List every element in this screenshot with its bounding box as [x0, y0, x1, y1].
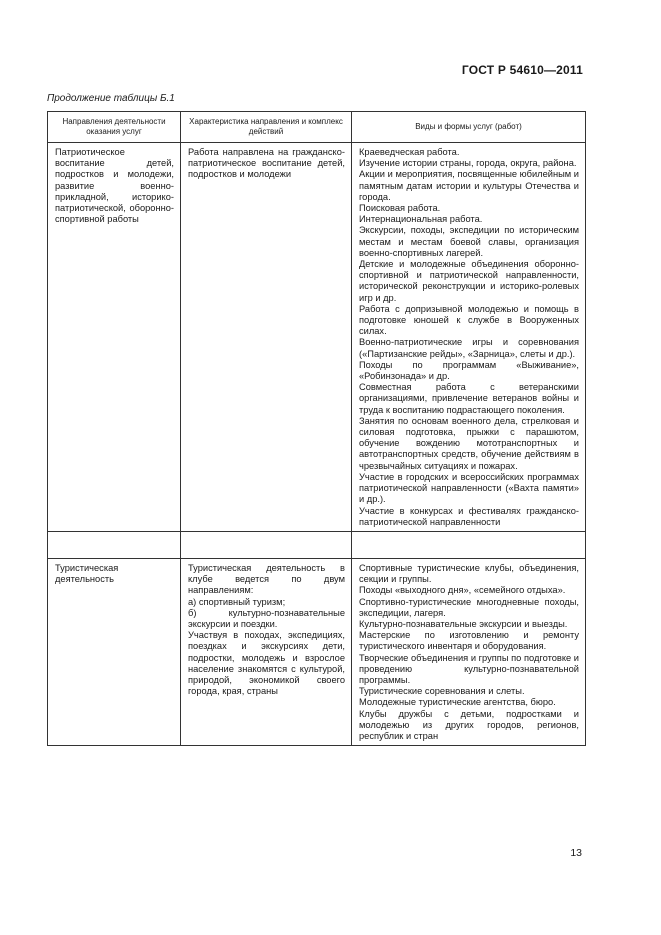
cell-direction	[48, 558, 181, 745]
service-item: Краеведческая работа.	[359, 147, 460, 157]
cell-characteristic	[181, 143, 352, 532]
characteristic-line: Работа направлена на гражданско-патриотическое воспитание детей, подростков и молодежи	[188, 147, 345, 180]
service-item: Акции и мероприятия, посвященные юбилейным и памятным датам истории и культуры Отечества и города.	[359, 169, 579, 202]
service-item: Мастерские по изготовлению и ремонту туристического инвентаря и оборудования.	[359, 630, 579, 652]
service-item: Занятия по основам военного дела, стрелковая и силовая подготовка, прыжки с парашютом, обучение вождению мототранспортных и автотранспортных средств, обучение действиям в чрезвычайных ситуациях и пожарах.	[359, 415, 579, 471]
service-item: Совместная работа с ветеранскими организациями, привлечение ветеранов войны и труда к воспитанию подрастающего поколения.	[359, 382, 579, 415]
direction-text: Патриотическое воспитание детей, подростков и молодежи, развитие военно-прикладной, историко-патриотической, оборонно-спортивной работы	[55, 147, 174, 225]
service-item: Экскурсии, походы, экспедиции по историческим местам и местам боевой славы, организация военно-спортивных лагерей.	[359, 225, 579, 258]
service-item: Изучение истории страны, города, округа, района.	[359, 158, 577, 169]
header-characteristic: Характеристика направления и комплекс действий	[181, 112, 352, 143]
spacer-cell	[48, 531, 181, 558]
cell-services	[352, 558, 586, 745]
service-item: Молодежные туристические агентства, бюро.	[359, 697, 556, 708]
table-spacer-row	[48, 531, 586, 558]
spacer-cell	[181, 531, 352, 558]
services-table	[47, 111, 586, 746]
service-item: Участие в городских и всероссийских программах патриотической направленности («Вахта памяти» и др.).	[359, 471, 579, 505]
spacer-cell	[352, 531, 586, 558]
cell-characteristic	[181, 558, 352, 745]
table-header-row	[48, 112, 586, 143]
cell-direction	[48, 143, 181, 532]
header-services: Виды и формы услуг (работ)	[352, 112, 586, 143]
table-row-tourism	[48, 558, 586, 745]
service-item: Спортивно-туристические многодневные походы, экспедиции, лагеря.	[359, 596, 579, 618]
service-item: Работа с допризывной молодежью и помощь в подготовке юношей к службе в Вооруженных силах.	[359, 303, 579, 337]
table-caption: Продолжение таблицы Б.1	[47, 93, 175, 104]
service-item: Туристические соревнования и слеты.	[359, 686, 525, 697]
page-number: 13	[570, 847, 582, 859]
characteristic-line: Туристическая деятельность в клубе ведется по двум направлениям:	[188, 562, 345, 596]
service-item: Клубы дружбы с детьми, подростками и молодежью из других городов, регионов, республик и стран	[359, 708, 579, 741]
service-item: Военно-патриотические игры и соревнования («Партизанские рейды», «Зарница», слеты и др.).	[359, 337, 579, 359]
service-item: Участие в конкурсах и фестивалях гражданско-патриотической направленности	[359, 505, 579, 527]
cell-services	[352, 143, 586, 532]
service-item: Детские и молодежные объединения оборонно-спортивной и патриотической направленности, исторической реконструкции и историко-ролевых игр и др.	[359, 259, 579, 303]
direction-text: Туристическая деятельность	[55, 562, 119, 585]
characteristic-line: б) культурно-познавательные экскурсии и поездки.	[188, 607, 345, 629]
service-item: Интернациональная работа.	[359, 214, 483, 225]
characteristic-line: а) спортивный туризм;	[188, 596, 286, 607]
service-item: Походы по программам «Выживание», «Робинзонада» и др.	[359, 359, 579, 382]
service-item: Спортивные туристические клубы, объединения, секции и группы.	[359, 562, 579, 585]
service-item: Поисковая работа.	[359, 203, 441, 214]
service-item: Творческие объединения и группы по подготовке и проведению культурно-познавательной программы.	[359, 652, 579, 685]
service-item: Культурно-познавательные экскурсии и выезды.	[359, 618, 568, 629]
service-item: Походы «выходного дня», «семейного отдыха».	[359, 585, 566, 596]
characteristic-line: Участвуя в походах, экспедициях, поездках и экскурсиях дети, подростки, молодежь и взрослое население знакомятся с культурой, природой, экономикой своего города, края, страны	[188, 630, 345, 697]
document-code: ГОСТ Р 54610—2011	[461, 63, 583, 77]
header-direction: Направления деятельности оказания услуг	[48, 112, 181, 143]
table-row-patriotic	[48, 143, 586, 532]
